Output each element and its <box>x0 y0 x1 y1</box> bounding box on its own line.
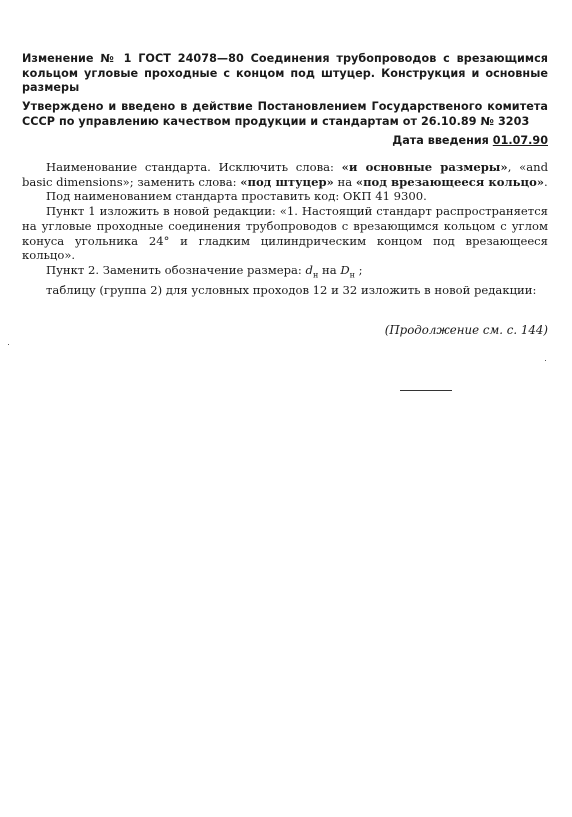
paragraph-table-note: таблицу (группа 2) для условных проходов 12 и 32 изложить в новой редакции: <box>46 282 537 297</box>
separator-line <box>400 390 452 391</box>
subscript: н <box>312 270 319 280</box>
paragraph-clause-1: Пункт 1 изложить в новой редакции: «1. Настоящий стандарт распространяется на угловые проходные соединения трубопроводов с врезающимся кольцом с углом конуса угольника 24° и гладким цилиндрическим концом под врезающееся кольцо». <box>22 204 548 263</box>
paragraph-clause-2 <box>22 263 548 283</box>
text-run: на <box>333 174 356 189</box>
symbol-D: D <box>340 262 350 277</box>
text-run: . <box>544 174 548 189</box>
effective-date <box>392 134 548 148</box>
text-run: на <box>318 262 341 277</box>
quoted-phrase: «под врезающееся кольцо» <box>355 174 545 189</box>
symbol-d: d <box>305 262 313 277</box>
approval-statement: Утверждено и введено в действие Постановлением Государственого комитета СССР по управлению качеством продукции и стандартам от 26.10.89 № 3203 <box>22 100 548 128</box>
paragraph-title-change <box>22 160 548 189</box>
document-body <box>22 160 548 298</box>
speck <box>545 360 546 361</box>
text-run: Пункт 2. Заменить обозначение размера: <box>46 262 306 277</box>
text-run: ; <box>354 262 363 277</box>
amendment-title: Изменение № 1 ГОСТ 24078—80 Соединения трубопроводов с врезающимся кольцом угловые проходные с концом под штуцер. Конструкция и основные размеры <box>22 52 548 94</box>
text-run: , «and basic dimensions»; заменить слова: <box>22 160 548 189</box>
continuation-note: (Продолжение см. с. 144) <box>384 323 548 337</box>
effective-date-label: Дата введения <box>392 134 489 147</box>
speck <box>8 344 9 345</box>
effective-date-value: 01.07.90 <box>492 134 548 147</box>
quoted-phrase: «под штуцер» <box>240 174 334 189</box>
paragraph-code: Под наименованием стандарта проставить код: ОКП 41 9300. <box>46 189 427 204</box>
quoted-phrase: «и основные размеры» <box>341 160 508 174</box>
subscript: н <box>349 270 355 280</box>
text-run: Наименование стандарта. Исключить слова: <box>46 160 342 174</box>
